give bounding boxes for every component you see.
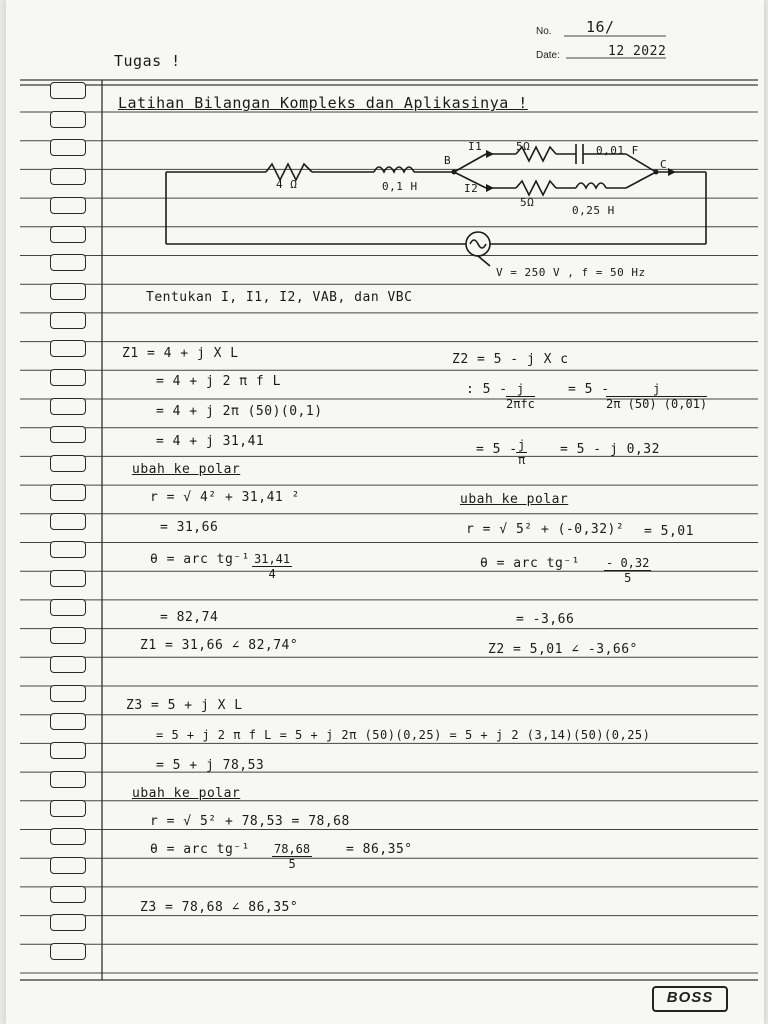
binder-ring <box>50 455 86 472</box>
z2-line2c: = 5 - <box>568 382 610 397</box>
binder-ring <box>50 742 86 759</box>
binder-ring <box>50 627 86 644</box>
page-title: Latihan Bilangan Kompleks dan Aplikasinya ! <box>118 94 528 112</box>
binder-ring <box>50 369 86 386</box>
z1-theta-fraction <box>252 552 292 581</box>
z2-theta2: = -3,66 <box>516 612 575 627</box>
task-text: Tentukan I, I1, I2, VAB, dan VBC <box>146 290 413 305</box>
i2-label: I2 <box>464 182 479 195</box>
z2-theta-fraction <box>604 556 651 585</box>
binder-ring <box>50 513 86 530</box>
r2-label: 5Ω <box>516 140 531 153</box>
binder-ring <box>50 800 86 817</box>
binder-ring <box>50 570 86 587</box>
z3-theta-fraction <box>272 842 312 871</box>
binder-ring <box>50 340 86 357</box>
z2-frac2-den: 2π (50) (0,01) <box>606 397 708 411</box>
z2-line3c: = 5 - j 0,32 <box>560 442 660 457</box>
l2-label: 0,25 H <box>572 204 615 217</box>
z2-frac1-num: j <box>506 382 535 397</box>
z2-theta1: θ = arc tg⁻¹ <box>480 556 580 571</box>
binder-ring <box>50 283 86 300</box>
binder-ring <box>50 312 86 329</box>
z1-r1: r = √ 4² + 31,41 ² <box>150 490 300 505</box>
z1-line4: = 4 + j 31,41 <box>156 434 265 449</box>
i1-label: I1 <box>468 140 483 153</box>
z3-result: Z3 = 78,68 ∠ 86,35° <box>140 900 299 915</box>
date-value: 12 2022 <box>608 44 667 59</box>
circuit-diagram <box>156 138 716 278</box>
binder-ring <box>50 599 86 616</box>
node-c-label: C <box>660 158 668 171</box>
binder-ring <box>50 197 86 214</box>
r1-label: 4 Ω <box>276 178 298 191</box>
binder-ring <box>50 943 86 960</box>
binder-ring <box>50 886 86 903</box>
binder-ring <box>50 914 86 931</box>
z2-polar-title: ubah ke polar <box>460 492 569 507</box>
z2-frac2 <box>606 382 707 411</box>
c1-label: 0,01 F <box>596 144 639 157</box>
z2-result: Z2 = 5,01 ∠ -3,66° <box>488 642 638 657</box>
binder-ring <box>50 541 86 558</box>
binder-ring <box>50 254 86 271</box>
node-b-label: B <box>444 154 452 167</box>
binder-ring <box>50 713 86 730</box>
z3-theta1: θ = arc tg⁻¹ <box>150 842 250 857</box>
binder-ring <box>50 426 86 443</box>
z2-line1: Z2 = 5 - j X c <box>452 352 569 367</box>
z1-result: Z1 = 31,66 ∠ 82,74° <box>140 638 299 653</box>
binder-ring <box>50 82 86 99</box>
z2-frac1 <box>506 382 535 411</box>
r3-label: 5Ω <box>520 196 535 209</box>
z3-r1: r = √ 5² + 78,53 = 78,68 <box>150 814 350 829</box>
z2-line3a: = 5 - <box>476 442 518 457</box>
z2-frac3 <box>516 438 527 467</box>
z2-line2a: : 5 - <box>466 382 508 397</box>
binder-ring <box>50 398 86 415</box>
z3-polar-title: ubah ke polar <box>132 786 241 801</box>
binder-ring <box>50 168 86 185</box>
z2-r2: = 5,01 <box>644 524 694 539</box>
z2-frac1-den: 2πfc <box>506 397 535 411</box>
binder-ring <box>50 139 86 156</box>
z1-theta1: θ = arc tg⁻¹ <box>150 552 250 567</box>
notebook-page <box>6 0 764 1024</box>
brand-logo: BOSS <box>652 986 728 1012</box>
z2-frac3-den: π <box>518 453 526 467</box>
binder-ring <box>50 685 86 702</box>
binder-ring <box>50 828 86 845</box>
z2-frac3-num: j <box>518 438 526 452</box>
z2-theta-den: 5 <box>624 571 632 585</box>
binder-ring <box>50 771 86 788</box>
binder-ring <box>50 111 86 128</box>
z1-line1: Z1 = 4 + j X L <box>122 346 239 361</box>
tugas-heading: Tugas ! <box>114 52 181 70</box>
z1-theta-num: 31,41 <box>254 552 291 566</box>
no-label: No. <box>536 26 552 37</box>
binder-ring <box>50 656 86 673</box>
z3-line3: = 5 + j 78,53 <box>156 758 265 773</box>
z1-line3: = 4 + j 2π (50)(0,1) <box>156 404 323 419</box>
date-label: Date: <box>536 50 560 61</box>
binder-ring <box>50 857 86 874</box>
z3-theta-num: 78,68 <box>274 842 311 856</box>
z3-theta-den: 5 <box>288 857 296 871</box>
source-label: V = 250 V , f = 50 Hz <box>496 266 646 279</box>
no-value: 16/ <box>586 18 615 36</box>
z1-polar-title: ubah ke polar <box>132 462 241 477</box>
binder-ring <box>50 484 86 501</box>
z2-theta-num: - 0,32 <box>606 556 650 570</box>
z3-line2: = 5 + j 2 π f L = 5 + j 2π (50)(0,25) = 5 + j 2 (3,14)(50)(0,25) <box>156 728 651 742</box>
binder-ring <box>50 226 86 243</box>
z2-r1: r = √ 5² + (-0,32)² <box>466 522 625 537</box>
z1-theta2: = 82,74 <box>160 610 219 625</box>
z1-line2: = 4 + j 2 π f L <box>156 374 281 389</box>
z2-frac2-num: j <box>606 382 707 397</box>
z1-r2: = 31,66 <box>160 520 219 535</box>
l1-label: 0,1 H <box>382 180 418 193</box>
z1-theta-den: 4 <box>268 567 276 581</box>
z3-line1: Z3 = 5 + j X L <box>126 698 243 713</box>
z3-theta2: = 86,35° <box>346 842 413 857</box>
